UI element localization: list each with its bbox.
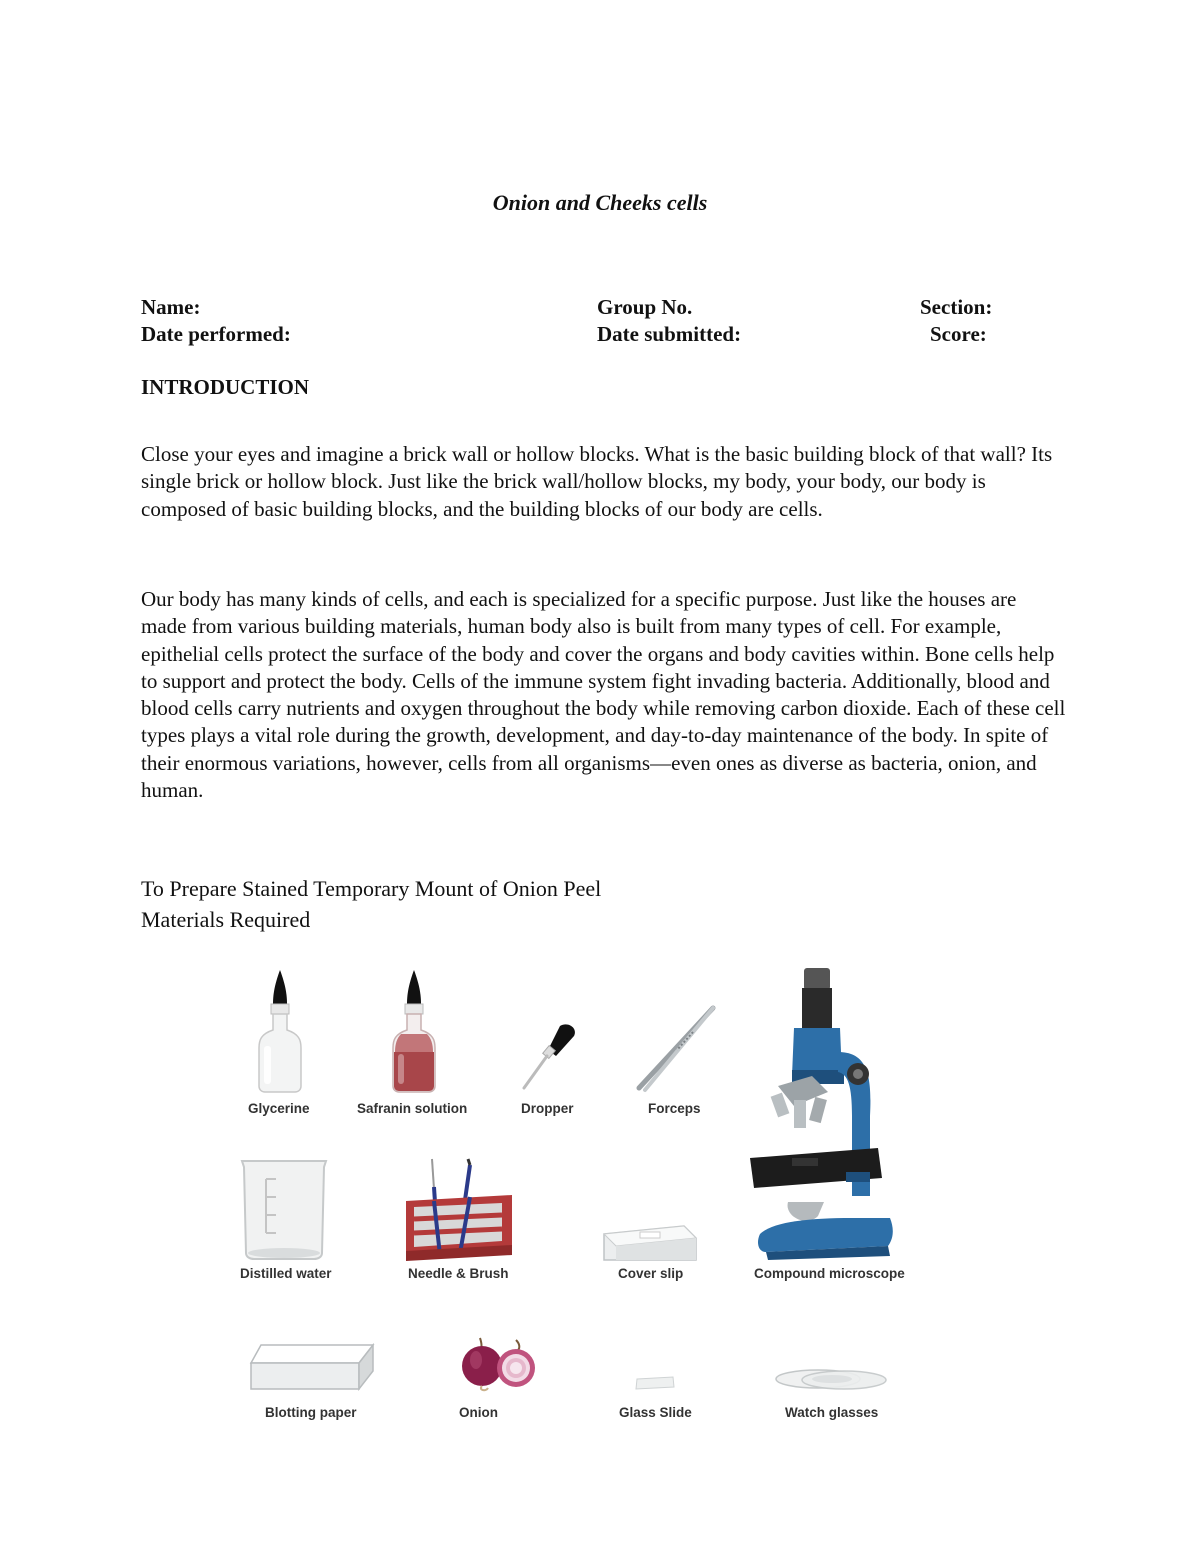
onion-icon	[458, 1334, 538, 1392]
onion-label: Onion	[459, 1405, 498, 1420]
glass-slide-label: Glass Slide	[619, 1405, 692, 1420]
forceps-icon	[633, 1006, 718, 1094]
blotting-paper-label: Blotting paper	[265, 1405, 357, 1420]
microscope-label: Compound microscope	[754, 1266, 905, 1281]
forceps-label: Forceps	[648, 1101, 701, 1116]
section-field-label: Section:	[920, 295, 993, 319]
microscope-icon	[748, 966, 898, 1261]
document-title: Onion and Cheeks cells	[492, 190, 708, 215]
glycerine-bottle-icon	[255, 968, 305, 1093]
safranin-label: Safranin solution	[357, 1101, 468, 1116]
needle-brush-label: Needle & Brush	[408, 1266, 509, 1281]
introduction-heading: INTRODUCTION	[141, 375, 310, 399]
blotting-paper-icon	[247, 1341, 377, 1393]
safranin-bottle-icon	[389, 968, 439, 1093]
group-field-label: Group No.	[597, 295, 693, 319]
procedure-title: To Prepare Stained Temporary Mount of Onion Peel	[141, 876, 602, 901]
dropper-icon	[520, 1022, 580, 1092]
watch-glasses-icon	[772, 1364, 890, 1394]
name-field-label: Name:	[141, 295, 201, 319]
score-field-label: Score:	[930, 322, 987, 346]
needle-brush-stand-icon	[402, 1157, 514, 1263]
glycerine-label: Glycerine	[248, 1101, 310, 1116]
distilled-water-label: Distilled water	[240, 1266, 332, 1281]
intro-paragraph-1: Close your eyes and imagine a brick wall or hollow blocks. What is the basic building block of that wall? Its single brick or hollow block. Just like the brick wall/hollow blocks, my body, your body, our body is composed of basic building blocks, and the building blocks of our body are cells.	[141, 442, 1053, 521]
cover-slip-box-icon	[600, 1224, 698, 1264]
beaker-icon	[238, 1157, 330, 1262]
glass-slide-icon	[633, 1376, 677, 1390]
materials-label: Materials Required	[141, 907, 311, 932]
watch-glasses-label: Watch glasses	[785, 1405, 879, 1420]
dropper-label: Dropper	[521, 1101, 574, 1116]
date-performed-label: Date performed:	[141, 322, 291, 346]
intro-paragraph-2: Our body has many kinds of cells, and each is specialized for a specific purpose. Just like the houses are made from various building materials, human body also is built from many types of cell. For example, epithelial cells protect the surface of the body and cover the organs and body cavities within. Bone cells help to support and protect the body. Cells of the immune system fight invading bacteria. Additionally, blood and blood cells carry nutrients and oxygen throughout the body while removing carbon dioxide. Each of these cell types plays a vital role during the growth, development, and day-to-day maintenance of the body. In spite of their enormous variations, however, cells from all organisms—even ones as diverse as bacteria, onion, and human.	[141, 587, 1066, 803]
date-submitted-label: Date submitted:	[597, 322, 742, 346]
cover-slip-label: Cover slip	[618, 1266, 684, 1281]
